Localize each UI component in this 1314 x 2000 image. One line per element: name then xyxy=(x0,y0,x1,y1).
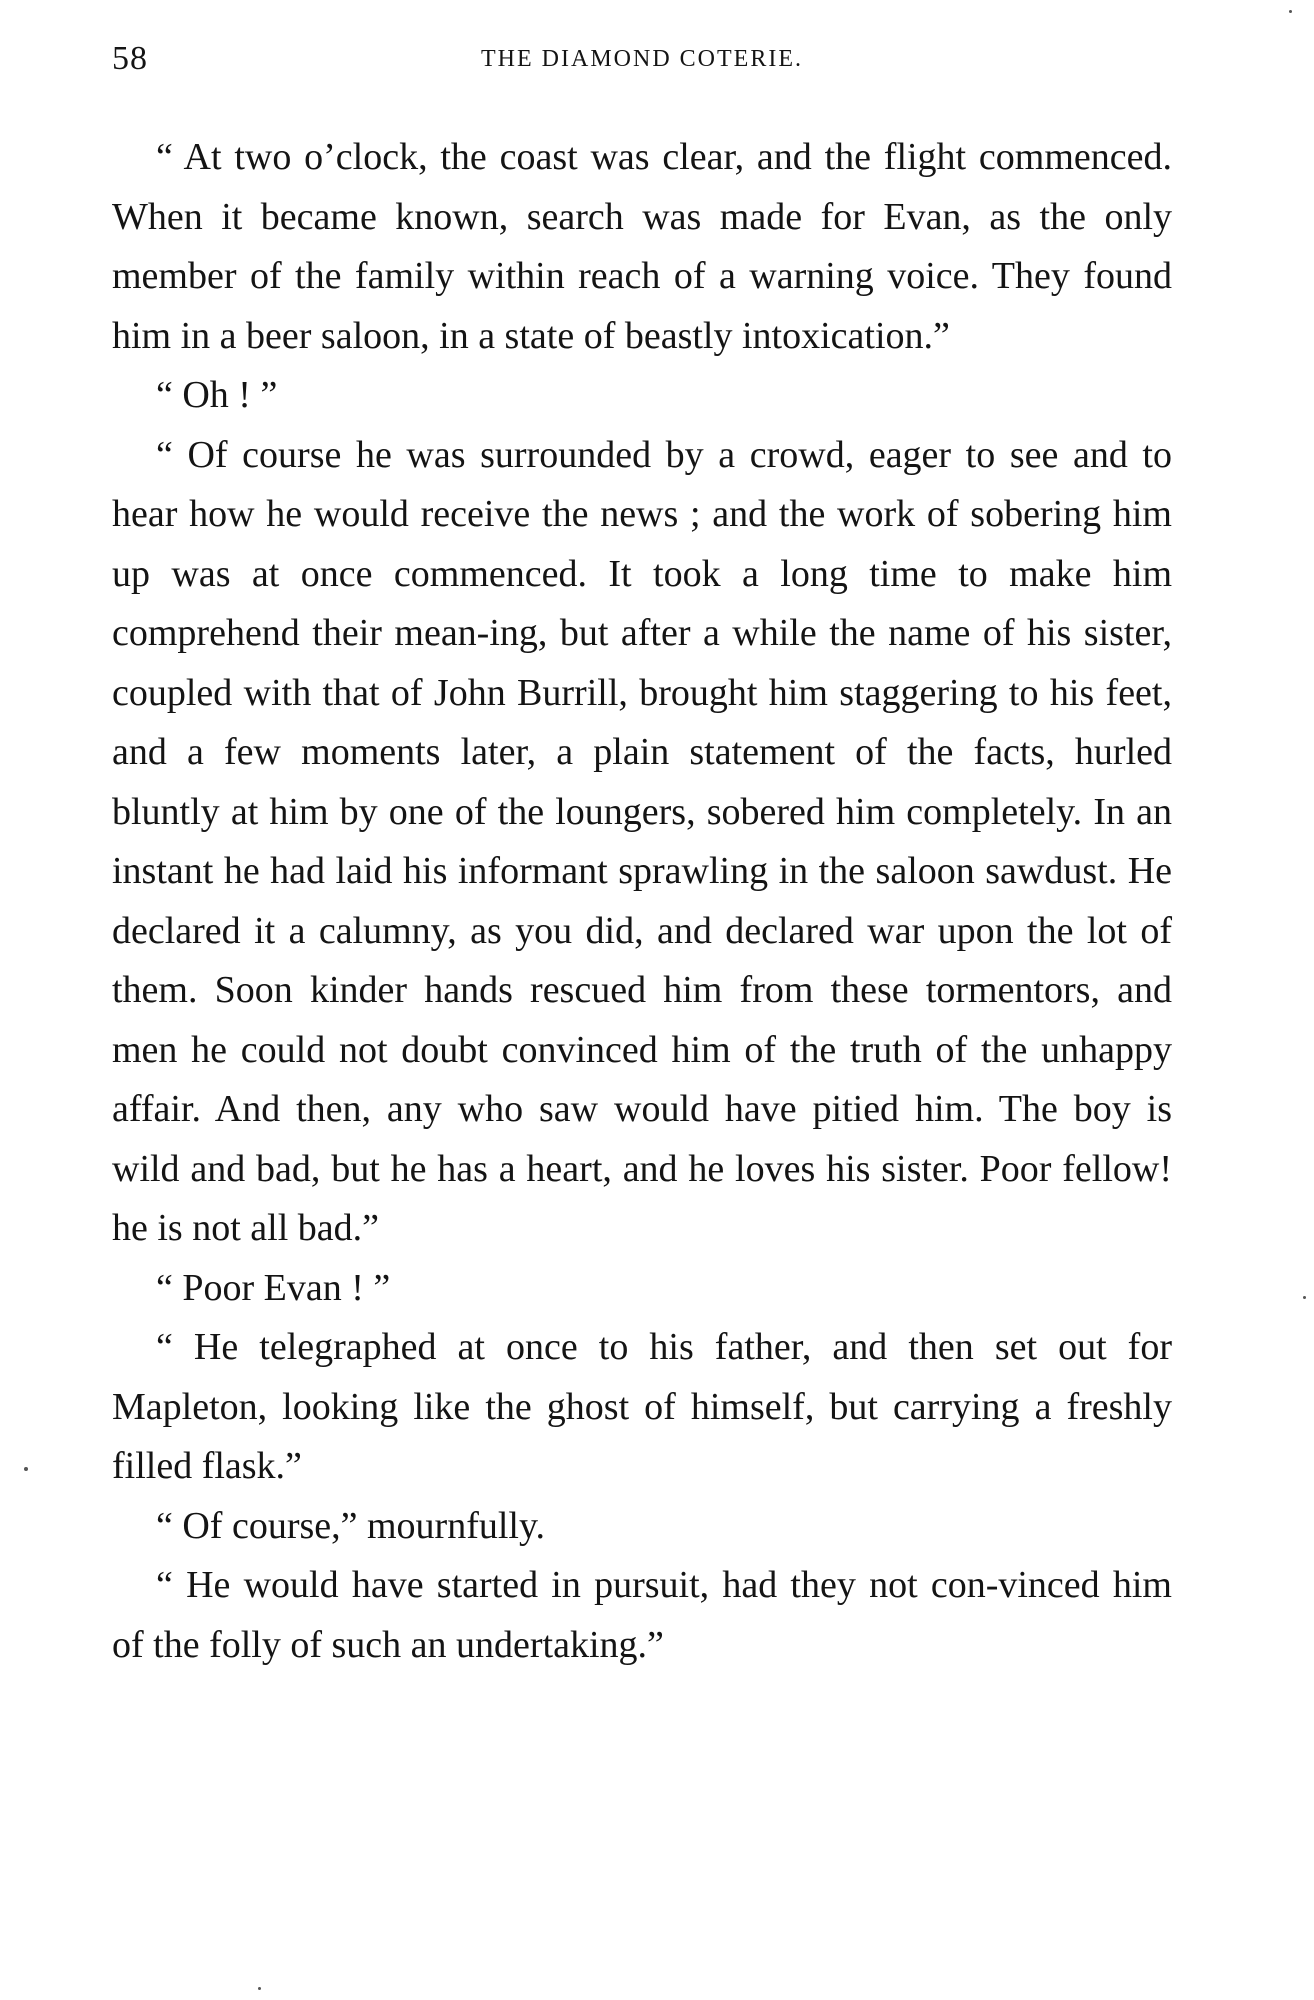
scan-speck xyxy=(1289,10,1292,13)
scan-speck xyxy=(24,1467,28,1471)
paragraph-crowd: “ Of course he was surrounded by a crowd, eager to see and to hear how he would receive the news ; and the work of sobering him up was at once commenced. It took a long time to make him comprehend their mean-ing, but after a while the name of his sister, coupled with that of John Burrill, brought him staggering to his feet, and a few moments later, a plain statement of the facts, hurled bluntly at him by one of the loungers, sobered him completely. In an instant he had laid his informant sprawling in the saloon sawdust. He declared it a calumny, as you did, and declared war upon the lot of them. Soon kinder hands rescued him from these tormentors, and men he could not doubt convinced him of the truth of the unhappy affair. And then, any who saw would have pitied him. The boy is wild and bad, but he has a heart, and he loves his sister. Poor fellow! he is not all bad.” xyxy=(112,433,1172,1249)
page-header xyxy=(112,40,1172,90)
scan-speck xyxy=(1303,1296,1306,1299)
paragraph-telegraphed: “ He telegraphed at once to his father, and then set out for Mapleton, looking like the ghost of himself, but carrying a freshly filled flask.” xyxy=(112,1326,1172,1487)
paragraph-oh: “ Oh ! ” xyxy=(156,374,278,416)
paragraph-of-course: “ Of course,” mournfully. xyxy=(156,1504,546,1547)
scan-speck xyxy=(258,1987,261,1990)
page-number: 58 xyxy=(112,40,148,77)
paragraph-pursuit: “ He would have started in pursuit, had they not con-vinced him of the folly of such an undertaking.” xyxy=(112,1564,1172,1666)
paragraph-flight: “ At two o’clock, the coast was clear, and the flight commenced. When it became known, search was made for Evan, as the only member of the family within reach of a warning voice. They found him in a beer saloon, in a state of beastly intoxication.” xyxy=(112,136,1172,357)
running-title: THE DIAMOND COTERIE. xyxy=(481,46,803,72)
paragraph-poor-evan: “ Poor Evan ! ” xyxy=(156,1266,391,1309)
body-text xyxy=(112,128,1172,1675)
